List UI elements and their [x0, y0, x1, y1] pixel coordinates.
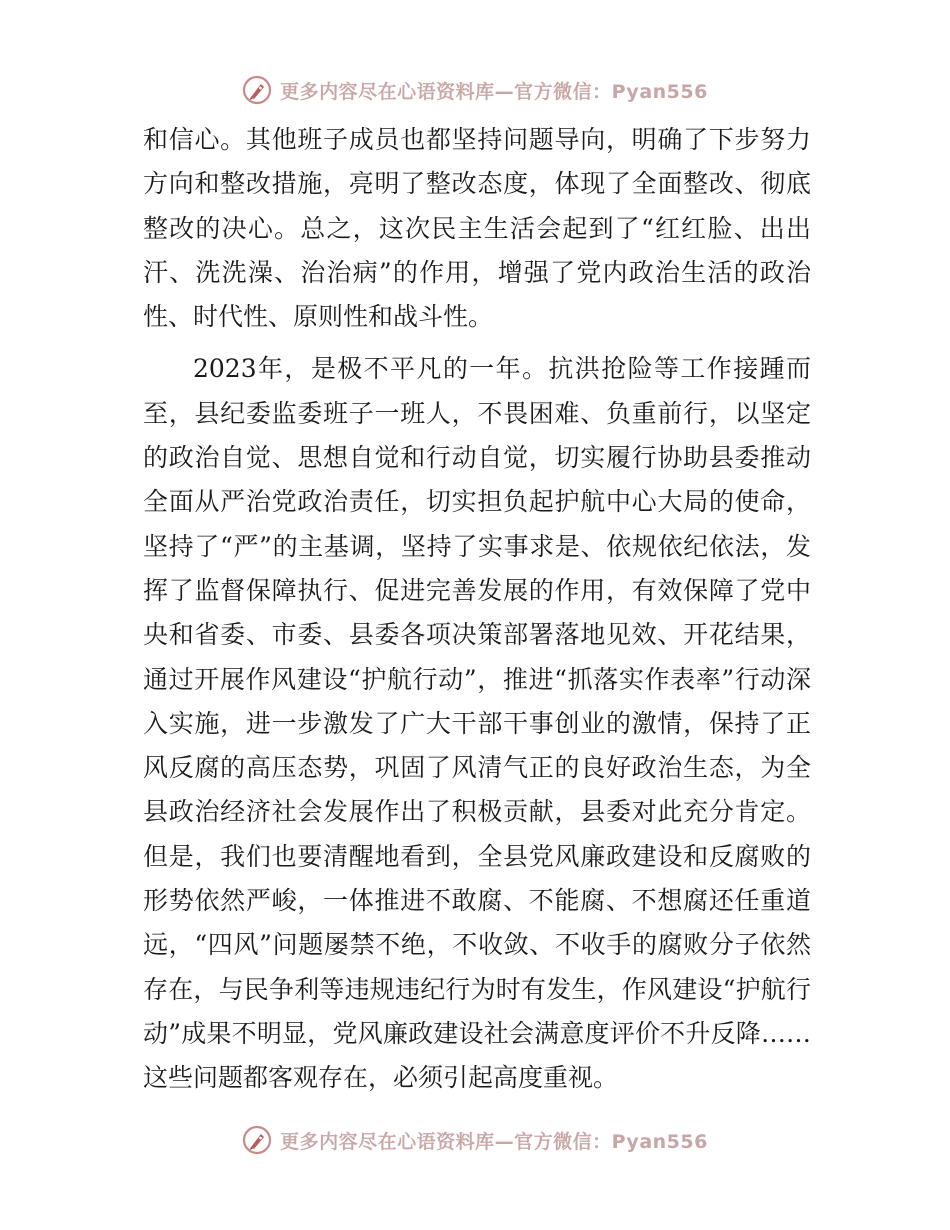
- footer-banner-text: 更多内容尽在心语资料库—官方微信：Pyan556: [280, 1130, 708, 1153]
- pen-nib-seal-icon: [242, 75, 272, 105]
- document-body: [143, 118, 811, 1101]
- footer-banner: [0, 1122, 950, 1158]
- pen-nib-seal-icon: [242, 1125, 272, 1155]
- header-banner: [0, 72, 950, 108]
- paragraph-2023-review: 2023年，是极不平凡的一年。抗洪抢险等工作接踵而至，县纪委监委班子一班人，不畏困难、负重前行，以坚定的政治自觉、思想自觉和行动自觉，切实履行协助县委推动全面从严治党政治责任，切实担负起护航中心大局的使命，坚持了“严”的主基调，坚持了实事求是、依规依纪依法，发挥了监督保障执行、促进完善发展的作用，有效保障了党中央和省委、市委、县委各项决策部署落地见效、开花结果，通过开展作风建设“护航行动”，推进“抓落实作表率”行动深入实施，进一步激发了广大干部干事创业的激情，保持了正风反腐的高压态势，巩固了风清气正的良好政治生态，为全县政治经济社会发展作出了积极贡献，县委对此充分肯定。但是，我们也要清醒地看到，全县党风廉政建设和反腐败的形势依然严峻，一体推进不敢腐、不能腐、不想腐还任重道远，“四风”问题屡禁不绝，不收敛、不收手的腐败分子依然存在，与民争利等违规违纪行为时有发生，作风建设“护航行动”成果不明显，党风廉政建设社会满意度评价不升反降……这些问题都客观存在，必须引起高度重视。: [143, 354, 811, 1093]
- header-banner-text: 更多内容尽在心语资料库—官方微信：Pyan556: [280, 80, 708, 103]
- paragraph-continuation: 和信心。其他班子成员也都坚持问题导向，明确了下步努力方向和整改措施，亮明了整改态度，体现了全面整改、彻底整改的决心。总之，这次民主生活会起到了“红红脸、出出汗、洗洗澡、治治病”的作用，增强了党内政治生活的政治性、时代性、原则性和战斗性。: [143, 125, 811, 332]
